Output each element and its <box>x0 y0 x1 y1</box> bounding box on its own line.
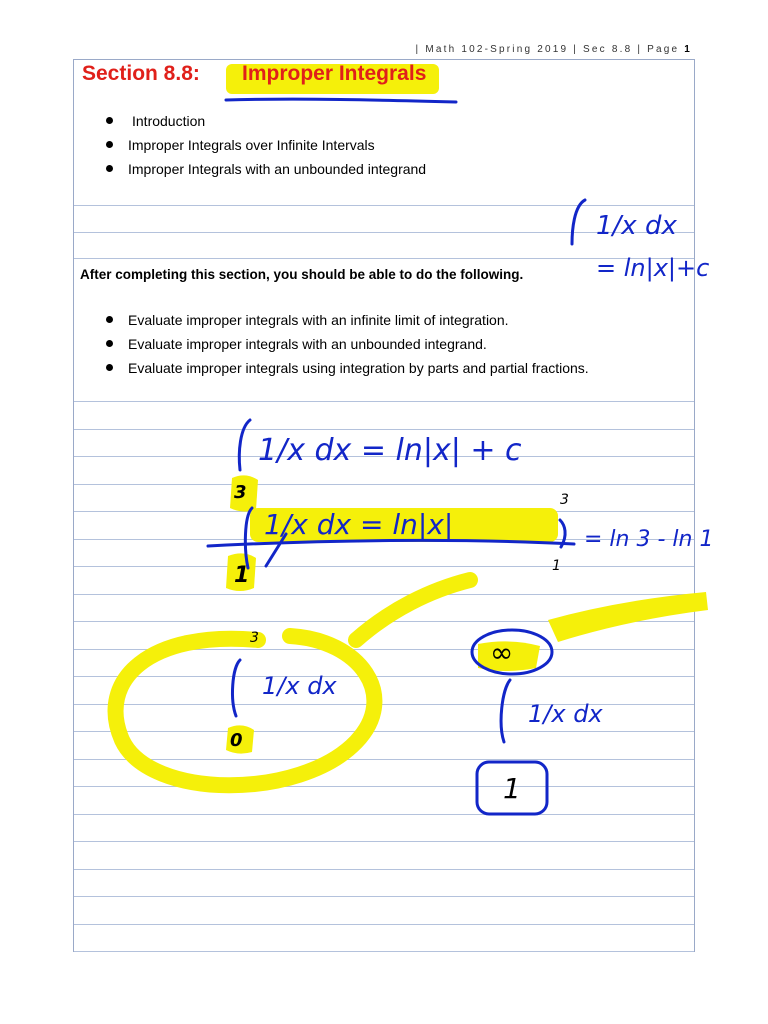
top-right-integrand: 1/x dx <box>596 211 677 241</box>
section-label: Section 8.8: <box>82 62 200 85</box>
eq4-integral-sign <box>501 680 510 742</box>
eq2-upper-limit: 3 <box>234 482 247 503</box>
eq1-text: 1/x dx = ln|x| + c <box>258 433 522 468</box>
header-page-number: 1 <box>684 44 692 55</box>
highlight-circle <box>116 636 375 785</box>
top-right-result: = ln|x|+c <box>596 254 710 282</box>
eq3-body: 1/x dx <box>262 672 337 700</box>
section-topic: Improper Integrals <box>242 62 427 85</box>
list-item-text: Introduction <box>132 113 206 129</box>
eq3-integral-sign <box>233 660 240 716</box>
highlight-circle-tail <box>356 580 470 640</box>
eq1-integral-sign <box>239 420 250 470</box>
list-item-text: Evaluate improper integrals with an unbounded integrand. <box>128 336 487 352</box>
eq3-lower-limit: 0 <box>230 730 243 751</box>
header-text: | Math 102-Spring 2019 | Sec 8.8 | Page <box>415 44 685 55</box>
eq2-eval-lower: 1 <box>552 558 561 574</box>
list-item-text: Improper Integrals over Infinite Intervals <box>128 137 375 153</box>
eq2-eval-upper: 3 <box>560 492 569 508</box>
eq4-body: 1/x dx <box>528 700 603 728</box>
eq2-body: 1/x dx = ln|x| <box>264 508 454 541</box>
title-underline <box>226 99 456 102</box>
top-right-integral-sign <box>572 200 585 244</box>
list-item-text: Improper Integrals with an unbounded integrand <box>128 161 427 177</box>
eq3-upper-limit: 3 <box>250 630 259 646</box>
list-item-text: Evaluate improper integrals using integration by parts and partial fractions. <box>128 360 589 376</box>
eq2-lower-limit: 1 <box>234 563 250 588</box>
list-item-text: Evaluate improper integrals with an infinite limit of integration. <box>128 312 509 328</box>
objectives-heading: After completing this section, you should be able to do the following. <box>80 267 524 282</box>
highlight-arrow-right <box>548 592 708 642</box>
eq4-lower-limit: 1 <box>503 772 521 805</box>
eq4-upper-limit: ∞ <box>490 636 514 669</box>
eq2-result: = ln 3 - ln 1 <box>584 527 714 552</box>
